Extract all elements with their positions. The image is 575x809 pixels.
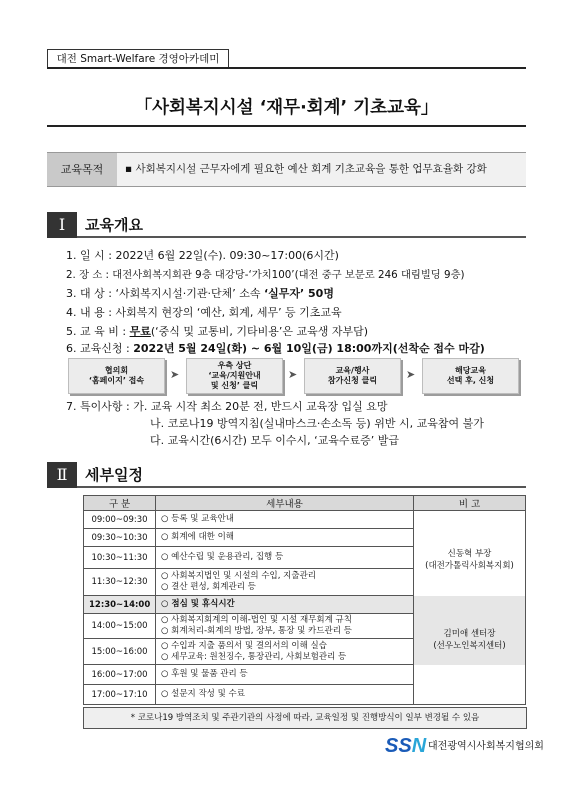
section-underline — [77, 486, 526, 488]
section-title: 교육개요 — [85, 216, 143, 234]
info-date — [66, 247, 339, 263]
content-line: ○ 후원 및 물품 관리 등 — [161, 669, 248, 679]
info-value: 사회복지 현장의 ‘예산, 회계, 세무’ 등 기초교육 — [115, 306, 342, 319]
info-value-emphasis: 2022년 5월 24일(화) ~ 6월 10일(금) 18:00까지(선착순 접수 마감) — [133, 342, 485, 355]
info-value-emphasis: ‘실무자’ 50명 — [263, 287, 334, 300]
section-title: 세부일정 — [85, 466, 143, 484]
title-rule-top — [47, 67, 526, 69]
content-line: ○ 세무교육: 원천징수, 통장관리, 사회보험관리 등 — [161, 651, 347, 662]
content-line: ○ 예산수립 및 운용관리, 집행 등 — [161, 552, 284, 562]
content-line: ○ 사회복지회계의 이해-법인 및 시설 재무회계 규칙 — [161, 615, 352, 625]
info-target — [66, 285, 334, 301]
info-label: 2. 장 소 : — [66, 269, 110, 281]
organization-name: 대전광역시사회복지협의회 — [428, 741, 544, 752]
time-cell: 09:30~10:30 — [84, 529, 156, 547]
content-cell — [156, 529, 414, 547]
step-text: 우측 상단 ‘교육/지원안내 및 신청’ 클릭 — [208, 361, 261, 390]
section-underline — [77, 236, 526, 238]
time-cell: 12:30~14:00 — [84, 596, 156, 614]
info-value-emphasis: 무료 — [129, 325, 151, 338]
content-cell — [156, 569, 414, 596]
arrow-right-icon: ➤ — [288, 368, 298, 381]
info-label: 1. 일 시 : — [66, 249, 112, 262]
info-apply — [66, 340, 485, 356]
column-header: 구 분 — [84, 496, 156, 511]
apply-steps — [64, 355, 524, 395]
section-overview-header — [47, 212, 526, 238]
note-a: 가. 교육 시작 최소 20분 전, 반드시 교육장 입실 요망 — [133, 400, 388, 413]
info-content — [66, 304, 342, 320]
purpose-label: 교육목적 — [47, 153, 117, 186]
time-cell: 09:00~09:30 — [84, 511, 156, 529]
content-line: ○ 회계에 대한 이해 — [161, 532, 235, 542]
info-place — [66, 266, 465, 281]
table-row — [84, 596, 526, 614]
time-cell: 11:30~12:30 — [84, 569, 156, 596]
step-box — [304, 358, 401, 394]
note-c: 다. 교육시간(6시간) 모두 이수시, ‘교육수료증’ 발급 — [150, 434, 399, 447]
step-text: 협의회 ‘홈페이지’ 접속 — [88, 366, 145, 385]
column-header: 비 고 — [414, 496, 526, 511]
arrow-right-icon: ➤ — [170, 368, 180, 381]
info-label: 5. 교 육 비 : — [66, 325, 127, 338]
content-line: ○ 수입과 지출 품의서 및 결의서의 이해 실습 — [161, 640, 327, 651]
remark-line: 김미애 센터장 — [443, 629, 496, 639]
academy-label: 대전 Smart-Welfare 경영아카데미 — [47, 49, 229, 69]
schedule-table — [83, 495, 526, 705]
notice-box: * 코로나19 방역조치 및 주관기관의 사정에 따라, 교육일정 및 진행방식이 일부 변경될 수 있음 — [83, 707, 527, 729]
time-cell: 17:00~17:10 — [84, 685, 156, 705]
info-label: 6. 교육신청 : — [66, 342, 130, 355]
info-value: ‘사회복지시설·기관·단체’ 소속 — [115, 287, 264, 300]
step-text: 해당교육 선택 후, 신청 — [446, 366, 495, 385]
info-fee — [66, 323, 368, 339]
time-cell: 15:00~16:00 — [84, 639, 156, 665]
content-line: ○ 회계처리-회계의 방법, 장부, 통장 및 카드관리 등 — [161, 626, 352, 636]
content-cell — [156, 639, 414, 665]
step-box — [186, 358, 283, 394]
table-row — [84, 665, 526, 685]
title-rule-bottom — [47, 125, 526, 127]
column-header: 세부내용 — [156, 496, 414, 511]
table-row — [84, 511, 526, 529]
content-line: ○ 설문지 작성 및 수료 — [161, 689, 245, 699]
remark-line: 신동혁 부장 — [447, 549, 492, 559]
purpose-box — [47, 152, 526, 187]
content-line: ○ 사회복지법인 및 시설의 수입, 지출관리 — [161, 571, 317, 581]
info-value: 대전사회복지회관 9층 대강당-‘가치100’(대전 중구 보문로 246 대림빌딩 9층) — [112, 269, 465, 281]
content-cell — [156, 596, 414, 614]
content-line: ○ 점심 및 휴식시간 — [161, 599, 235, 609]
arrow-right-icon: ➤ — [406, 368, 416, 381]
info-value: (‘중식 및 교통비, 기타비용’은 교육생 자부담) — [150, 325, 369, 338]
info-label: 3. 대 상 : — [66, 287, 112, 300]
content-cell — [156, 511, 414, 529]
section-schedule-header — [47, 462, 526, 488]
time-cell: 10:30~11:30 — [84, 547, 156, 569]
content-cell — [156, 665, 414, 685]
content-cell — [156, 547, 414, 569]
info-label: 4. 내 용 : — [66, 306, 112, 319]
step-box — [68, 358, 165, 394]
content-cell — [156, 685, 414, 705]
remark-line: (대전가톨릭사회복지회) — [425, 561, 514, 571]
purpose-text: ▪ 사회복지시설 근무자에게 필요한 예산 회계 기초교육을 통한 업무효율화 강화 — [125, 163, 487, 175]
ssn-logo — [385, 735, 426, 757]
section-number: Ⅱ — [47, 462, 77, 488]
note-b: 나. 코로나19 방역지침(실내마스크·손소독 등) 위반 시, 교육참여 불가 — [150, 417, 484, 430]
content-line: ○ 결산 편성, 회계관리 등 — [161, 582, 256, 592]
info-value: 2022년 6월 22일(수). 09:30~17:00(6시간) — [115, 249, 339, 262]
time-cell: 16:00~17:00 — [84, 665, 156, 685]
remark-instructor-1 — [417, 548, 522, 572]
content-cell — [156, 614, 414, 639]
page-title: 「사회복지시설 ‘재무·회계’ 기초교육」 — [134, 98, 439, 118]
section-number: Ⅰ — [47, 212, 77, 238]
content-line: ○ 등록 및 교육안내 — [161, 514, 235, 524]
remark-line: (선우노인복지센터) — [433, 641, 506, 651]
info-label: 7. 특이사항 : — [66, 400, 130, 413]
table-header-row — [84, 496, 526, 511]
logo-text: SS — [385, 735, 412, 757]
step-box — [422, 358, 519, 394]
step-text: 교육/행사 참가신청 클릭 — [327, 366, 378, 385]
remark-instructor-2 — [417, 628, 522, 652]
time-cell: 14:00~15:00 — [84, 614, 156, 639]
info-notes — [66, 398, 388, 414]
remark-cell-empty — [414, 665, 526, 705]
logo-text: N — [411, 735, 427, 757]
